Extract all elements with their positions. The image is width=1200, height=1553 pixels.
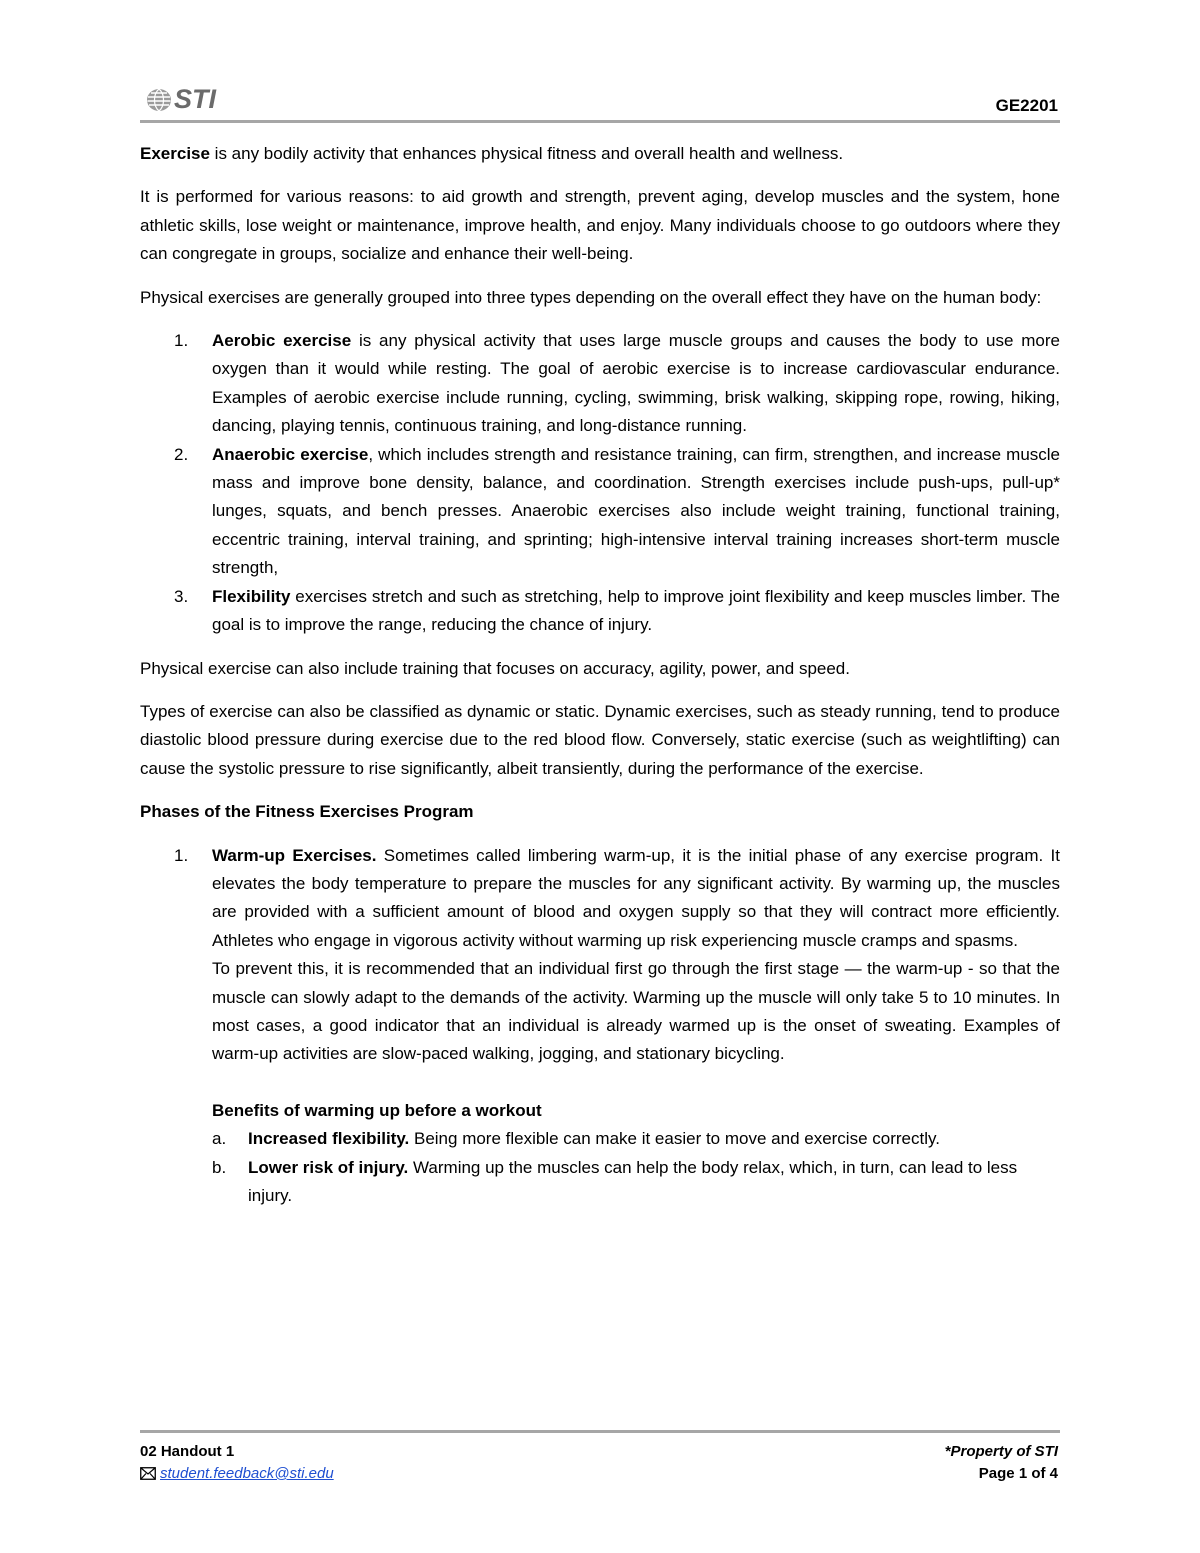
warmup-prevention-text: To prevent this, it is recommended that an individual first go through the first stage — the warm-up - so that the muscle can slowly adapt to the demands of the activity. Warming up the muscle will only take 5 to 10 minutes. In most cases, a good indicator that an individual is already warmed up is the onset of sweating. Examples of warm-up activities are slow-paced walking, jogging, and stationary bicycling. [212,959,1060,1064]
course-code: GE2201 [995,96,1058,115]
footer-right [945,1441,1058,1485]
list-item: 3. Flexibility exercises stretch and such as stretching, help to improve joint flexibility and keep muscles limber. The goal is to improve the range, reducing the chance of injury. [174,586,1060,635]
exercise-types-list [140,327,1060,639]
globe-icon [146,88,172,112]
feedback-email-link[interactable]: student.feedback@sti.edu [160,1465,334,1482]
phases-heading: Phases of the Fitness Exercises Program [140,802,474,822]
list-item: 1. Aerobic exercise is any physical activity that uses large muscle groups and causes the body to use more oxygen than it would while resting. The goal of aerobic exercise is to increase cardiovascular endurance. Examples of aerobic exercise include running, cycling, swimming, brisk walking, skipping rope, rowing, hiking, dancing, playing tennis, continuous training, and long-distance running. [174,331,1060,436]
intro-definition: Exercise is any bodily activity that enhances physical fitness and overall health and wellness. [140,144,844,163]
list-item: a. Increased flexibility. Being more flexible can make it easier to move and exercise correctly. [212,1129,940,1149]
document-body [140,140,1060,1210]
handout-label: 02 Handout 1 [140,1443,235,1460]
dynamic-static-paragraph: Types of exercise can also be classified as dynamic or static. Dynamic exercises, such as steady running, tend to produce diastolic blood pressure during exercise due to the red blood flow. Conversely, static exercise (such as weightlifting) can cause the systolic pressure to rise significantly, albeit transiently, during the performance of the exercise. [140,701,1060,778]
benefits-list [140,1125,1060,1210]
footer-left [140,1441,334,1485]
types-intro: Physical exercises are generally grouped into three types depending on the overall effect they have on the human body: [140,287,1042,307]
logo-text: STI [174,84,217,114]
phases-list [140,842,1060,1126]
list-item: b. Lower risk of injury. Warming up the muscles can help the body relax, which, in turn, can lead to less injury. [212,1157,1018,1205]
training-paragraph: Physical exercise can also include training that focuses on accuracy, agility, power, and speed. [140,658,850,678]
header-divider [140,120,1060,123]
page-number: Page 1 of 4 [978,1465,1058,1482]
benefits-heading: Benefits of warming up before a workout [212,1100,542,1120]
list-item: 1. Warm-up Exercises. Sometimes called limbering warm-up, it is the initial phase of any exercise program. It elevates the body temperature to prepare the muscles for any significant activity. By warming up, the muscles are provided with a sufficient amount of blood and oxygen supply so that they will contract more efficiently. Athletes who engage in vigorous activity without warming up risk experiencing muscle cramps and spasms. To prevent this, it is recommended that an individual first go through the first stage — the warm-up - so that the muscle can slowly adapt to the demands of the activity. Warming up the muscle will only take 5 to 10 minutes. In most cases, a good indicator that an individual is already warmed up is the onset of sweating. Examples of warm-up activities are slow-paced walking, jogging, and stationary bicycling. Benefits of warming up before a workout [140,842,1060,1126]
intro-reasons: It is performed for various reasons: to aid growth and strength, prevent aging, develop muscles and the system, hone athletic skills, lose weight or maintenance, improve health, and enjoy. Many individuals choose to go outdoors where they can congregate in groups, socialize and enhance their well-being. [140,187,1060,264]
property-label: *Property of STI [944,1443,1058,1460]
list-item: 2. Anaerobic exercise, which includes strength and resistance training, can firm, strengthen, and increase muscle mass and improve bone density, balance, and coordination. Strength exercises include push-ups, pull-up* lunges, squats, and bench presses. Anaerobic exercises also include weight training, functional training, eccentric training, interval training, and sprinting; high-intensive interval training increases short-term muscle strength, [174,444,1061,578]
envelope-icon [140,1467,156,1480]
footer-divider [140,1430,1060,1433]
sti-logo [146,84,216,115]
